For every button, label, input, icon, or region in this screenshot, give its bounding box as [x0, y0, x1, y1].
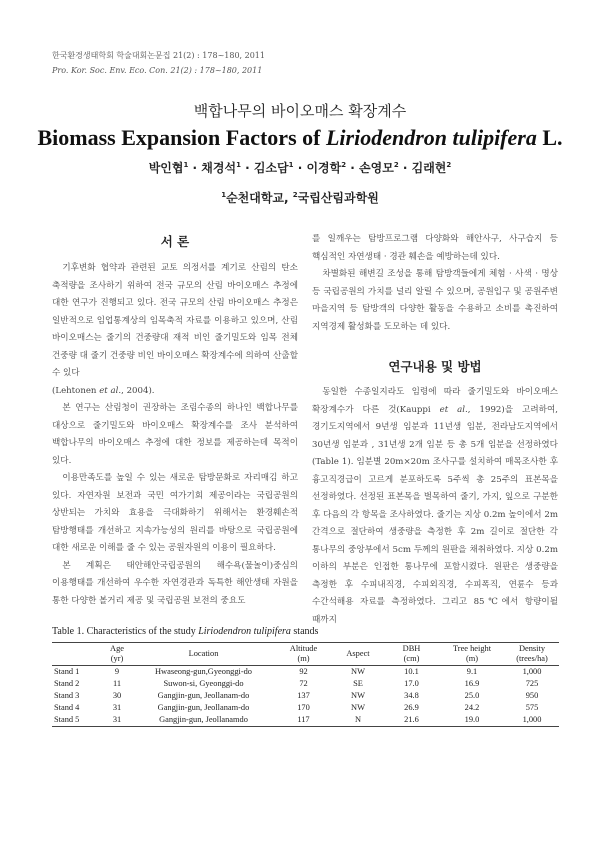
title-english	[0, 125, 600, 151]
table-body	[52, 666, 559, 727]
table-cell: 9.1	[466, 667, 478, 676]
author-affiliation-mark: 2	[341, 161, 347, 169]
table-header-cell	[52, 643, 102, 666]
table-header-cell	[132, 643, 275, 666]
caption-suffix: stands	[290, 626, 319, 637]
paragraph: 를 일깨우는 탐방프로그램 다양화와 해안사구, 사구습지 등 핵심적인 자연생태 · 경관 훼손을 예방하는데 있다.	[312, 234, 558, 262]
author-affiliation-mark: 2	[446, 161, 452, 169]
paragraph: 기후변화 협약과 관련된 교토 의정서를 계기로 산림의 탄소 축적량을 조사하기 위하여 전국 규모의 산림 바이오매스 추정에 대한 연구가 진행되고 있다. 전국 규모의 산림 바이오매스 추정은 일반적으로 임업통계상의 임목축적 자료를 이용하고 있으며, 산림 바이오매스는 줄기의 건중량대 재적 비인 줄기밀도와 임목 전체 건중량 대 줄기 건중량 비인 바이오매스 확장계수에 의하여 산출할 수 있다 (Lehtonen et al., 2004).	[52, 263, 298, 396]
table-cell: Stand 3	[54, 691, 80, 700]
caption-species: Liriodendron tulipifera	[198, 626, 291, 637]
title-english-suffix: L.	[536, 125, 563, 150]
author-affiliation-mark: 1	[288, 161, 294, 169]
table-cell: 72	[299, 679, 308, 688]
table-cell: 92	[299, 667, 308, 676]
header-unit: (m)	[465, 654, 479, 663]
author-separator: ·	[293, 161, 307, 175]
author-affiliation-mark: 1	[183, 161, 189, 169]
table-cell: 31	[112, 703, 122, 712]
author-separator: ·	[398, 161, 412, 175]
table-header-cell	[332, 643, 384, 666]
table-cell: 11	[112, 679, 122, 688]
table-cell: Hwaseong-gun,Gyeonggi-do	[155, 667, 252, 676]
header-label: Age	[110, 644, 124, 653]
table-header-cell	[275, 643, 332, 666]
left-column	[52, 230, 298, 610]
title-korean: 백합나무의 바이오매스 확장계수	[193, 102, 407, 120]
affiliation-list	[0, 189, 600, 206]
author-affiliation-mark: 2	[393, 161, 399, 169]
header-label: DBH	[402, 644, 421, 653]
table-cell: 34.8	[404, 691, 419, 700]
paragraph: 본 계획은 태안해안국립공원의 해수욕(물놀이)중심의 이용행태를 개선하여 우수한 자연경관과 독특한 해안생태 자원을 통한 다양한 볼거리 제공 및 국립공원 보전의 중요도	[52, 560, 298, 606]
table-cell: 17.0	[404, 679, 419, 688]
journal-header-english: Pro. Kor. Soc. Env. Eco. Con. 21(2) : 178~180, 2011	[52, 66, 263, 75]
affiliation-separator: ,	[284, 191, 293, 205]
table-cell: 21.6	[404, 715, 419, 724]
table-cell: 1,000	[522, 715, 542, 724]
table-row	[52, 690, 559, 702]
table-cell: 25.0	[464, 691, 480, 700]
header-label: Location	[188, 649, 219, 658]
author-name: 박인협	[148, 161, 184, 175]
title-english-species: Liriodendron tulipifera	[325, 125, 537, 150]
table-cell: 117	[297, 715, 310, 724]
table-header-row	[52, 643, 559, 666]
paragraph: 이용만족도를 높일 수 있는 새로운 탐방문화로 자리매김 하고 있다. 자연자원 보전과 국민 여가기회 제공이라는 국립공원의 상반되는 가치와 효용을 극대화하기 위해서는 환경훼손적 탐방행태를 개선하고 지속가능성의 원리를 바탕으로 국립공원에 대한 새로운 이해를 줄 수 있는 공원자원의 이용이 필요하다.	[52, 473, 298, 553]
citation-etal: et al	[439, 404, 466, 415]
affiliation-name: 국립산림과학원	[297, 191, 379, 205]
table-header-cell	[102, 643, 132, 666]
stand-characteristics-table	[52, 642, 559, 727]
paragraph	[312, 384, 558, 629]
header-label: Altitude	[289, 644, 318, 653]
table-cell: Stand 1	[54, 667, 80, 676]
table-header-cell	[505, 643, 559, 666]
author-separator: ·	[346, 161, 360, 175]
table-header-cell	[384, 643, 439, 666]
right-column	[312, 231, 558, 629]
paragraph-text: 기후변화 협약과 관련된 교토 의정서를 계기로 산림의 탄소 축적량을 조사하기 위하여 전국 규모의 산림 바이오매스 추정에 대한 연구가 진행되고 있다. 전국 규모의 산림 바이오매스 추정은 일반적으로 임업통계상의 임목축적 자료를 이용하고 있으며, 산림 바이오매스는 줄기의 건중량대 재적 비인 줄기밀도와 임목 전체 건중량 대 줄기 건중량 비인 바이오매스 확장계수에 의하여 산출할 수 있다	[52, 263, 298, 378]
author-separator: ·	[188, 161, 202, 175]
header-unit: (cm)	[403, 654, 420, 663]
table-cell: Suwon-si, Gyeonggi-do	[163, 679, 244, 688]
table-cell: 725	[525, 679, 539, 688]
table-row	[52, 678, 559, 690]
author-name: 김래현	[411, 161, 447, 175]
author-separator: ·	[240, 161, 254, 175]
author-affiliation-mark: 1	[236, 161, 241, 169]
table-cell: NW	[351, 703, 365, 712]
author-list	[0, 159, 600, 176]
table-row	[52, 666, 559, 679]
author-name: 김소담	[253, 161, 289, 175]
table-cell: 137	[297, 691, 310, 700]
citation-author: Lehtonen	[55, 385, 97, 396]
journal-header-korean: 한국환경생태학회 학술대회논문집 21(2) : 178~180, 2011	[52, 51, 265, 60]
header-label: Tree height	[452, 644, 492, 653]
affiliation-name: 순천대학교	[226, 191, 285, 205]
table-cell: Stand 4	[54, 703, 80, 712]
citation-year: ., 2004).	[118, 385, 155, 396]
table-cell: Gangjin-gun, Jeollanam-do	[157, 691, 250, 700]
table-cell: 10.1	[404, 667, 419, 676]
citation-etal: et al	[99, 385, 119, 396]
title-english-prefix: Biomass Expansion Factors of	[37, 125, 326, 150]
table-cell: 31	[112, 715, 122, 724]
section-title-methods: 연구내용 및 방법	[388, 359, 482, 374]
header-label: Aspect	[346, 649, 370, 658]
table-row	[52, 714, 559, 727]
table-cell: SE	[353, 679, 363, 688]
table-cell: Stand 5	[54, 715, 80, 724]
table-caption	[52, 626, 318, 637]
table-cell: 24.2	[464, 703, 480, 712]
table-cell: 950	[525, 691, 539, 700]
table-cell: Stand 2	[54, 679, 80, 688]
author-name: 이경학	[306, 161, 342, 175]
paragraph-text: ., 1992)을 고려하여, 경기도지역에서 9년생 임분과 11년생 임분, 전라남도지역에서 30년생 임분과 , 31년생 2개 임분 등 총 5개 임분을 선정하였다(Table 1). 임분별 20m×20m 조사구를 설치하여 매목조사한 후 흉고직경급이 고르게 분포하도록 5주씩 총 25주의 표본목을 선정하였다. 선정된 표본목을 벌목하여 줄기, 가지, 잎으로 구분한 후 다음의 각 항목을 조사하였다. 줄기는 지상 0.2m 높이에서 2m 간격으로 절단하여 생중량을 측정한 후 2m 길이로 절단한 각 통나무의 중앙부에서 5cm 두께의 원판을 채취하였다. 지상 0.2m 이하의 부분은 인접한 통나무에 포함시켰다. 원판은 생중량을 측정한 후 수피내직경, 수피외직경, 수피폭직, 연륜수 등과 수간석해용 자료를 측정하였다. 그리고 85℃에서 항량이될 때까지	[312, 404, 558, 625]
header-unit: (trees/ha)	[516, 654, 548, 663]
table-cell: N	[354, 715, 362, 724]
table-cell: 9	[114, 667, 120, 676]
paragraph: 본 연구는 산림청이 권장하는 조림수종의 하나인 백합나무를 대상으로 줄기밀도와 바이오매스 확장계수를 조사 분석하여 백합나무의 바이오매스 추정에 대한 정보를 제공하는데 목적이 있다.	[52, 403, 298, 466]
table-cell: 19.0	[464, 715, 480, 724]
header-unit: (m)	[297, 654, 310, 663]
author-name: 손영모	[359, 161, 394, 175]
table-cell: Gangjin-gun, Jeollanam-do	[157, 703, 250, 712]
table-cell: 30	[112, 691, 122, 700]
paragraph-text: 동일한 수종일지라도 임령에 따라 줄기밀도와 바이오매스 확장계수가 다른 것(Kauppi	[312, 387, 558, 415]
paragraph: 차별화된 해변길 조성을 통해 탐방객들에게 체험 · 사색 · 명상 등 국립공원의 가치를 널리 알릴 수 있으며, 공원입구 및 공원주변 마을지역 등 탐방객의 다양한 활동을 수용하고 소비를 촉진하여 지역경제 활성화를 도모하는 데 있다.	[312, 269, 558, 332]
table-row	[52, 702, 559, 714]
table-cell: Gangjin-gun, Jeollanamdo	[159, 715, 248, 724]
author-name: 채경석	[201, 161, 237, 175]
table-header-cell	[439, 643, 505, 666]
affiliation-mark: 2	[292, 191, 298, 199]
table-cell: NW	[351, 667, 365, 676]
table-cell: 170	[297, 703, 310, 712]
table-cell: 1,000	[522, 667, 542, 676]
table-cell: 575	[525, 703, 539, 712]
header-label: Density	[518, 644, 546, 653]
header-unit: (yr)	[110, 654, 124, 663]
caption-prefix: Table 1. Characteristics of the study	[52, 626, 199, 637]
table-cell: 16.9	[464, 679, 480, 688]
table-cell: NW	[351, 691, 365, 700]
table-cell: 26.9	[404, 703, 419, 712]
section-title-introduction: 서 론	[160, 234, 190, 249]
affiliation-mark: 1	[221, 191, 227, 199]
